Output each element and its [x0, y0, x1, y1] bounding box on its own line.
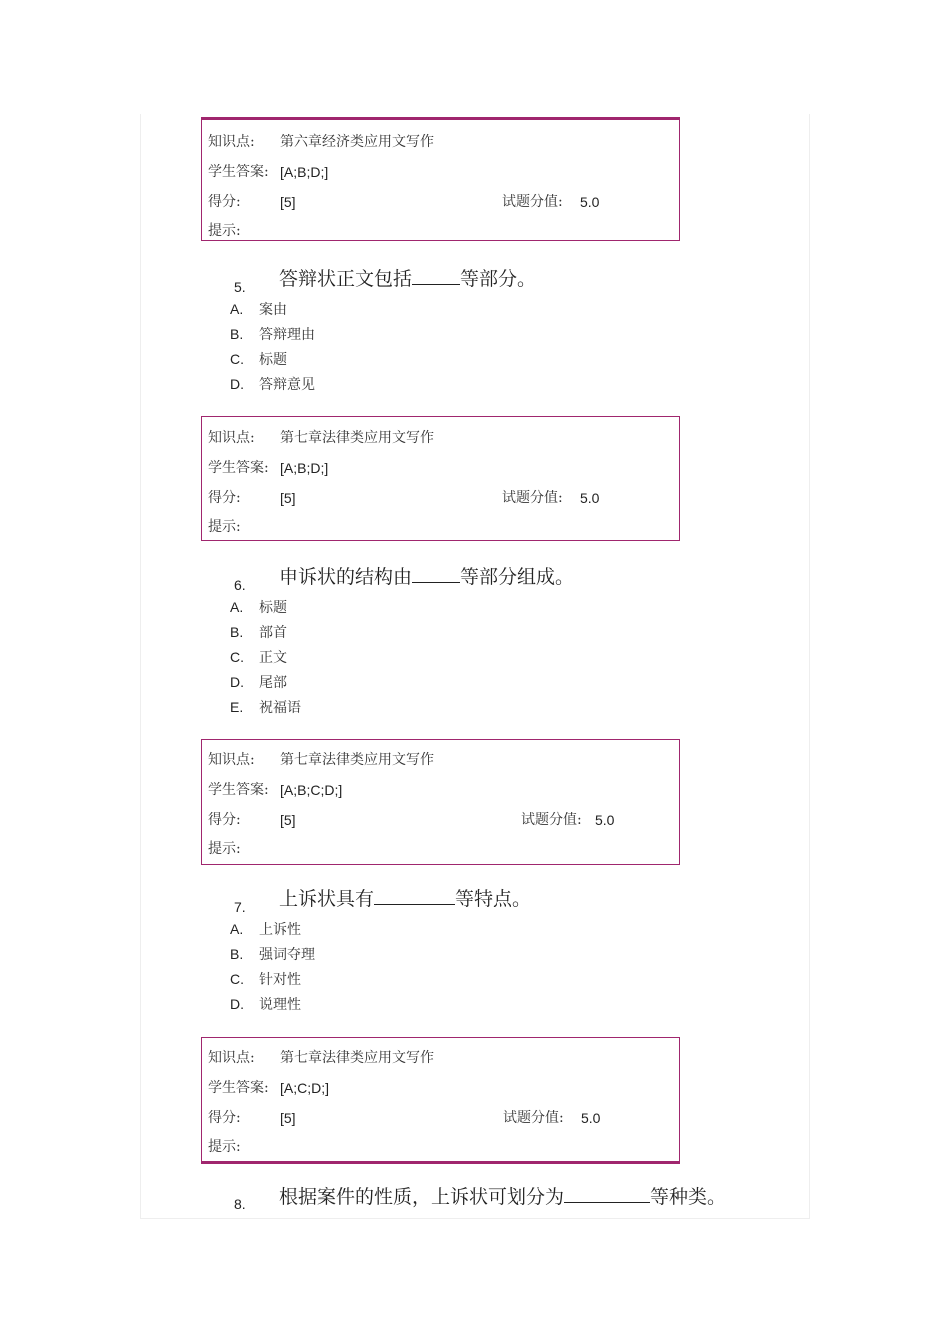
- option-item: B. 强词夺理: [230, 946, 315, 963]
- student-answer-label: 学生答案:: [208, 164, 269, 180]
- question-number: 6.: [234, 577, 246, 593]
- result-box: [201, 739, 680, 865]
- knowledge-value: 第七章法律类应用文写作: [280, 430, 434, 446]
- full-score-label: 试题分值:: [503, 1110, 564, 1126]
- option-item: B. 答辩理由: [230, 326, 315, 343]
- question-text: 申诉状的结构由 等部分组成。: [279, 566, 575, 588]
- student-answer-label: 学生答案:: [208, 1080, 269, 1096]
- knowledge-value: 第七章法律类应用文写作: [280, 752, 434, 768]
- score-value: [5]: [280, 194, 296, 210]
- option-item: D. 答辩意见: [230, 376, 315, 393]
- full-score-value: 5.0: [581, 1110, 601, 1126]
- student-answer-label: 学生答案:: [208, 782, 269, 798]
- full-score-value: 5.0: [595, 812, 615, 828]
- result-box: [201, 1037, 680, 1164]
- full-score-value: 5.0: [580, 194, 600, 210]
- option-item: A. 上诉性: [230, 921, 301, 938]
- answer-blank: [564, 1186, 650, 1203]
- question-number: 8.: [234, 1196, 246, 1212]
- option-item: C. 针对性: [230, 971, 301, 988]
- knowledge-label: 知识点:: [208, 752, 255, 768]
- option-item: C. 正文: [230, 649, 287, 666]
- student-answer-value: [A;B;C;D;]: [280, 782, 343, 798]
- option-item: B. 部首: [230, 624, 287, 641]
- hint-label: 提示:: [208, 223, 241, 239]
- answer-blank: [374, 888, 455, 905]
- score-value: [5]: [280, 1110, 296, 1126]
- full-score-value: 5.0: [580, 490, 600, 506]
- answer-blank: [412, 268, 460, 285]
- result-box: [201, 117, 680, 241]
- question-number: 5.: [234, 279, 246, 295]
- question-text: 上诉状具有 等特点。: [279, 888, 532, 910]
- question-text: 答辩状正文包括 等部分。: [279, 268, 537, 290]
- knowledge-label: 知识点:: [208, 430, 255, 446]
- student-answer-value: [A;B;D;]: [280, 460, 329, 476]
- option-item: A. 案由: [230, 301, 287, 318]
- hint-label: 提示:: [208, 1139, 241, 1155]
- score-label: 得分:: [208, 490, 241, 506]
- full-score-label: 试题分值:: [502, 194, 563, 210]
- answer-blank: [412, 566, 460, 583]
- hint-label: 提示:: [208, 841, 241, 857]
- score-label: 得分:: [208, 1110, 241, 1126]
- question-text: 根据案件的性质，上诉状可划分为 等种类。: [279, 1186, 727, 1208]
- question-number: 7.: [234, 899, 246, 915]
- full-score-label: 试题分值:: [521, 812, 582, 828]
- knowledge-label: 知识点:: [208, 134, 255, 150]
- knowledge-value: 第七章法律类应用文写作: [280, 1050, 434, 1066]
- score-label: 得分:: [208, 812, 241, 828]
- option-item: D. 说理性: [230, 996, 301, 1013]
- knowledge-label: 知识点:: [208, 1050, 255, 1066]
- option-item: A. 标题: [230, 599, 287, 616]
- knowledge-value: 第六章经济类应用文写作: [280, 134, 434, 150]
- option-item: E. 祝福语: [230, 699, 301, 716]
- hint-label: 提示:: [208, 519, 241, 535]
- option-item: C. 标题: [230, 351, 287, 368]
- option-item: D. 尾部: [230, 674, 287, 691]
- score-value: [5]: [280, 490, 296, 506]
- score-value: [5]: [280, 812, 296, 828]
- student-answer-label: 学生答案:: [208, 460, 269, 476]
- result-box: [201, 416, 680, 541]
- student-answer-value: [A;C;D;]: [280, 1080, 330, 1096]
- student-answer-value: [A;B;D;]: [280, 164, 329, 180]
- full-score-label: 试题分值:: [502, 490, 563, 506]
- score-label: 得分:: [208, 194, 241, 210]
